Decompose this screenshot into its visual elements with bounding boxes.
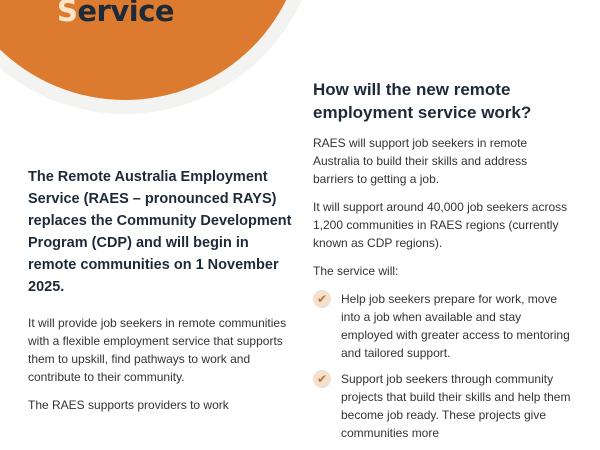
title-rest: ervice: [77, 0, 175, 28]
checkmark-icon: ✔: [313, 290, 331, 308]
intro-paragraph: It will provide job seekers in remote communities with a flexible employment service that supports them to upskill, find pathways to work and contribute to their community.: [28, 316, 287, 384]
right-paragraph-2: It will support around 40,000 job seekers across 1,200 communities in RAES regions (currently known as CDP regions).: [313, 200, 568, 250]
left-column: [28, 166, 296, 424]
list-item-text: Support job seekers through community projects that build their skills and help them become job ready. These projects give communities more: [341, 372, 571, 440]
list-item-text: Help job seekers prepare for work, move into a job when available and stay employed with greater access to mentoring and tailored support.: [341, 292, 570, 360]
right-column: [313, 78, 588, 450]
providers-paragraph: The RAES supports providers to work: [28, 398, 229, 412]
section-heading: How will the new remote employment service work?: [313, 80, 532, 122]
list-item: [313, 290, 588, 362]
title-initial: S: [57, 0, 78, 28]
right-paragraph-3: The service will:: [313, 264, 399, 278]
page-title: [57, 0, 174, 28]
list-item: [313, 370, 588, 442]
right-paragraph-1: RAES will support job seekers in remote Australia to build their skills and address barriers to getting a job.: [313, 136, 528, 186]
checkmark-icon: ✔: [313, 370, 331, 388]
lead-paragraph: The Remote Australia Employment Service (RAES – pronounced RAYS) replaces the Community Development Program (CDP) and will begin in remote communities on 1 November 2025.: [28, 169, 292, 295]
